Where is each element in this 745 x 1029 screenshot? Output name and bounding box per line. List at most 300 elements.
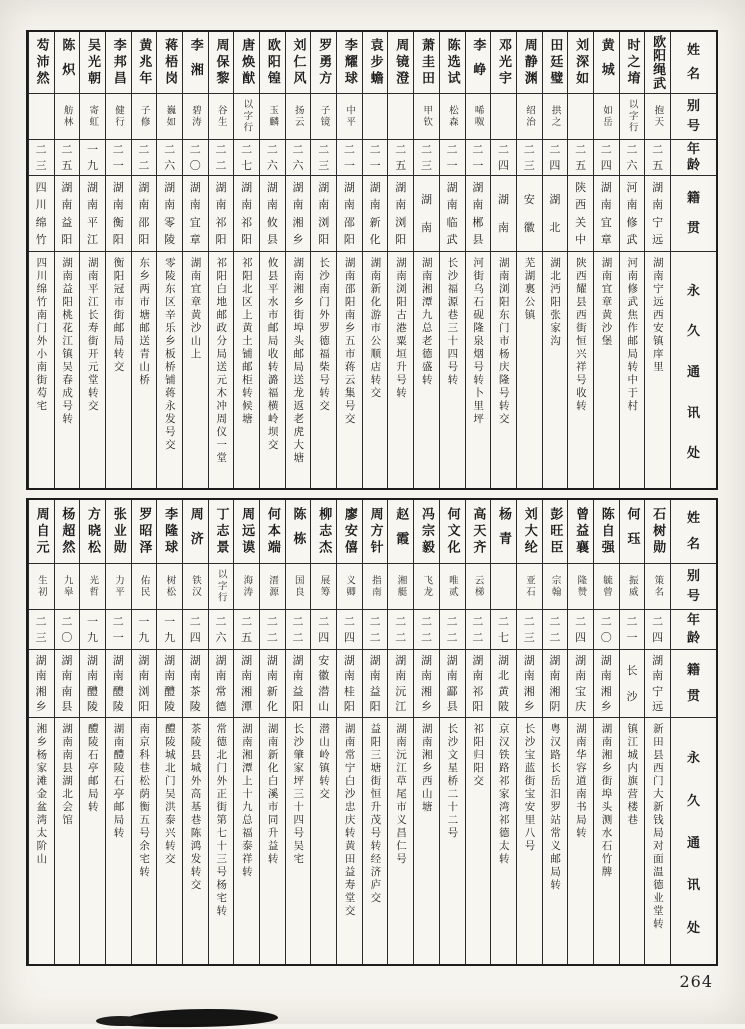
- address-cell: 祁阳白地邮政分局送元木冲周仪一堂: [215, 257, 228, 465]
- age-cell: 二 三: [29, 610, 54, 650]
- address-cell: 湖南邵阳南乡五市蒋云集号交: [343, 257, 356, 426]
- person-column: [336, 500, 362, 964]
- address-cell: 东乡两市塘邮送青山桥: [138, 257, 151, 387]
- age-cell: 二 一: [440, 140, 465, 176]
- person-column: [182, 32, 208, 488]
- name-cell: 袁步蟾: [363, 32, 388, 94]
- address-cell: 镇江城内旗营楼巷: [626, 723, 639, 827]
- person-column: [362, 32, 388, 488]
- native-place-cell: 湖 南 平 江: [80, 176, 105, 252]
- native-place-cell: 湖 南 祁 阳: [209, 176, 234, 252]
- person-column: [182, 500, 208, 964]
- age-cell: 二 〇: [55, 610, 80, 650]
- alias-cell: 九皋: [55, 564, 80, 610]
- name-cell: 高天齐: [466, 500, 491, 564]
- age-cell: 二 五: [568, 140, 593, 176]
- alias-cell: 湘艇: [388, 564, 413, 610]
- alias-cell: 舫林: [55, 94, 80, 140]
- person-column: [310, 500, 336, 964]
- directory-table-bottom: [26, 498, 718, 966]
- alias-cell: 谷生: [209, 94, 234, 140]
- age-cell: 二 三: [414, 140, 439, 176]
- name-cell: 何珏: [620, 500, 645, 564]
- alias-cell: 子镜: [311, 94, 336, 140]
- native-place-cell: 湖 南 祁 阳: [234, 176, 259, 252]
- header-name: 姓 名: [671, 32, 716, 94]
- alias-cell: 振威: [620, 564, 645, 610]
- address-cell: 河街乌石砚隆泉烟号转卜里坪: [472, 257, 485, 426]
- name-cell: 李峥: [466, 32, 491, 94]
- person-column: [439, 32, 465, 488]
- native-place-cell: 湖 南 宜 章: [594, 176, 619, 252]
- address-cell: 醴陵城北门吴洪泰兴转交: [163, 723, 176, 866]
- page-number: 264: [679, 972, 713, 991]
- person-column: [131, 500, 157, 964]
- native-place-cell: 湖 南 衡 阳: [106, 176, 131, 252]
- native-place-cell: 湖 南 浏 阳: [311, 176, 336, 252]
- person-column: [465, 500, 491, 964]
- address-cell: 长沙肇家坪三十四号吴宅: [292, 723, 305, 866]
- person-column: [619, 500, 645, 964]
- native-place-cell: 湖 南 邵 阳: [132, 176, 157, 252]
- person-column: [28, 32, 54, 488]
- person-column: [208, 500, 234, 964]
- native-place-cell: 湖 南 醴 陵: [157, 650, 182, 718]
- alias-cell: 以字行: [234, 94, 259, 140]
- name-cell: 丁志景: [209, 500, 234, 564]
- person-column: [465, 32, 491, 488]
- address-cell: 茶陵县城外高基巷陈鸿发转交: [189, 723, 202, 892]
- alias-cell: 唯贰: [440, 564, 465, 610]
- native-place-cell: 湖 南 宁 远: [645, 650, 670, 718]
- alias-cell: 云梯: [466, 564, 491, 610]
- native-place-cell: 湖 南: [414, 176, 439, 252]
- native-place-cell: 湖 南 湘 潭: [234, 650, 259, 718]
- native-place-cell: 湖 南 零 陵: [157, 176, 182, 252]
- header-column: [670, 500, 716, 964]
- age-cell: 二 四: [594, 140, 619, 176]
- address-cell: 芜湖裏公镇: [523, 257, 536, 322]
- name-cell: 何本端: [260, 500, 285, 564]
- age-cell: 二 四: [491, 140, 516, 176]
- age-cell: 二 四: [543, 140, 568, 176]
- native-place-cell: 湖 南 浏 阳: [132, 650, 157, 718]
- name-cell: 唐焕猷: [234, 32, 259, 94]
- name-cell: 陈自强: [594, 500, 619, 564]
- name-cell: 杨青: [491, 500, 516, 564]
- age-cell: 二 二: [286, 610, 311, 650]
- person-column: [131, 32, 157, 488]
- native-place-cell: 安 徽: [517, 176, 542, 252]
- name-cell: 陈选试: [440, 32, 465, 94]
- header-native: 籍 贯: [671, 176, 716, 252]
- address-cell: 陕西耀县西街恒兴祥号收转: [574, 257, 587, 413]
- alias-cell: 拱之: [543, 94, 568, 140]
- alias-cell: 义卿: [337, 564, 362, 610]
- person-column: [79, 32, 105, 488]
- name-cell: 刘大纶: [517, 500, 542, 564]
- native-place-cell: 湖 南 邵 阳: [337, 176, 362, 252]
- native-place-cell: 湖 南 新 化: [363, 176, 388, 252]
- address-cell: 长沙宝蓝街宝安里八号: [523, 723, 536, 853]
- age-cell: 二 二: [388, 610, 413, 650]
- age-cell: 二 〇: [594, 610, 619, 650]
- address-cell: 粤汉路长岳汨罗站常义邮局转: [549, 723, 562, 892]
- person-column: [619, 32, 645, 488]
- alias-cell: 佑民: [132, 564, 157, 610]
- directory-table-top: [26, 30, 718, 490]
- address-cell: 湖南湘乡街埠头测水石竹牌: [600, 723, 613, 879]
- person-column: [542, 500, 568, 964]
- address-cell: 常德北门外正街第七十三号杨宅转: [215, 723, 228, 918]
- age-cell: 二 四: [337, 610, 362, 650]
- person-column: [362, 500, 388, 964]
- native-place-cell: 湖 南 益 阳: [286, 650, 311, 718]
- native-place-cell: 湖 南 新 化: [260, 650, 285, 718]
- alias-cell: 绍治: [517, 94, 542, 140]
- name-cell: 邓光宇: [491, 32, 516, 94]
- name-cell: 田廷璧: [543, 32, 568, 94]
- age-cell: 二 二: [209, 140, 234, 176]
- age-cell: 一 九: [157, 610, 182, 650]
- person-column: [336, 32, 362, 488]
- person-column: [567, 32, 593, 488]
- age-cell: 二 一: [466, 140, 491, 176]
- name-cell: 周济: [183, 500, 208, 564]
- address-cell: 长沙南门外罗德福柴号转交: [317, 257, 330, 413]
- alias-cell: 海涛: [234, 564, 259, 610]
- alias-cell: 光哲: [80, 564, 105, 610]
- address-cell: 湖南浏阳东门市杨庆隆号转交: [497, 257, 510, 426]
- address-cell: 衡阳冠市街邮局转交: [112, 257, 125, 374]
- native-place-cell: 湖 北 黄 陂: [491, 650, 516, 718]
- person-column: [285, 500, 311, 964]
- age-cell: 二 六: [286, 140, 311, 176]
- person-column: [439, 500, 465, 964]
- alias-cell: 亚石: [517, 564, 542, 610]
- name-cell: 时之堉: [620, 32, 645, 94]
- native-place-cell: 湖 南 祁 阳: [466, 650, 491, 718]
- age-cell: 二 一: [620, 610, 645, 650]
- age-cell: 二 五: [234, 610, 259, 650]
- age-cell: 二 六: [620, 140, 645, 176]
- age-cell: 二 二: [543, 610, 568, 650]
- address-cell: 攸县平水市邮局收转潞福横岭坝交: [266, 257, 279, 452]
- alias-cell: 铁汉: [183, 564, 208, 610]
- address-cell: 零陵东区辛乐乡板桥铺蒋永发号交: [163, 257, 176, 452]
- address-cell: 湘乡杨家滩金盆湾太阶山: [35, 723, 48, 866]
- native-place-cell: 湖 南 益 阳: [363, 650, 388, 718]
- name-cell: 刘仁风: [286, 32, 311, 94]
- person-column: [516, 32, 542, 488]
- person-column: [593, 32, 619, 488]
- alias-cell: 策名: [645, 564, 670, 610]
- header-address: 永 久 通 讯 处: [671, 252, 716, 488]
- alias-cell: 毓曾: [594, 564, 619, 610]
- address-cell: 长沙文星桥二十二号: [446, 723, 459, 840]
- name-cell: 罗昭泽: [132, 500, 157, 564]
- address-cell: 潜山岭镇转交: [317, 723, 330, 801]
- age-cell: 二 三: [29, 140, 54, 176]
- age-cell: 二 六: [157, 140, 182, 176]
- age-cell: 二 二: [132, 140, 157, 176]
- native-place-cell: 安 徽 潜 山: [311, 650, 336, 718]
- alias-cell: 碧涛: [183, 94, 208, 140]
- native-place-cell: 湖 南 醴 陵: [80, 650, 105, 718]
- header-address: 永 久 通 讯 处: [671, 718, 716, 964]
- address-cell: 新田县西门大新钱局对面温德业堂转: [651, 723, 664, 931]
- address-cell: 醴陵石亭邮局转: [86, 723, 99, 814]
- alias-cell: 生初: [29, 564, 54, 610]
- person-column: [516, 500, 542, 964]
- name-cell: 方晓松: [80, 500, 105, 564]
- name-cell: 杨超然: [55, 500, 80, 564]
- address-cell: 益阳三塘街恒升茂号转经济庐交: [369, 723, 382, 905]
- age-cell: 二 一: [363, 140, 388, 176]
- alias-cell: 中平: [337, 94, 362, 140]
- age-cell: 二 五: [388, 140, 413, 176]
- native-place-cell: 四 川 绵 竹: [29, 176, 54, 252]
- name-cell: 罗勇方: [311, 32, 336, 94]
- address-cell: 湖南宜章黄沙山上: [189, 257, 202, 361]
- alias-cell: 寄虹: [80, 94, 105, 140]
- address-cell: 湖南沅江草尾市义昌仁号: [395, 723, 408, 866]
- header-age: 年 龄: [671, 610, 716, 650]
- address-cell: 湖南宁远西安镇庠里: [651, 257, 664, 374]
- person-column: [79, 500, 105, 964]
- name-cell: 李耀球: [337, 32, 362, 94]
- native-place-cell: 湖 南 宝 庆: [568, 650, 593, 718]
- person-column: [259, 500, 285, 964]
- person-column: [644, 32, 670, 488]
- name-cell: 李邦昌: [106, 32, 131, 94]
- person-column: [285, 32, 311, 488]
- name-cell: 冯宗毅: [414, 500, 439, 564]
- native-place-cell: 湖 南 酃 县: [440, 650, 465, 718]
- name-cell: 刘深如: [568, 32, 593, 94]
- person-column: [387, 32, 413, 488]
- address-cell: 湖南益阳桃花江镇吴春成号转: [61, 257, 74, 426]
- age-cell: 一 九: [80, 140, 105, 176]
- alias-cell: 以字行: [620, 94, 645, 140]
- name-cell: 柳志杰: [311, 500, 336, 564]
- alias-cell: 力平: [106, 564, 131, 610]
- alias-cell: 展筹: [311, 564, 336, 610]
- native-place-cell: 湖 南 宜 章: [183, 176, 208, 252]
- name-cell: 周远谟: [234, 500, 259, 564]
- age-cell: 二 二: [414, 610, 439, 650]
- header-column: [670, 32, 716, 488]
- address-cell: 湖南湘乡西山塘: [420, 723, 433, 814]
- header-native: 籍 贯: [671, 650, 716, 718]
- address-cell: 湖南湘潭上十九总福泰祥转: [240, 723, 253, 879]
- native-place-cell: 湖 南 益 阳: [55, 176, 80, 252]
- person-column: [310, 32, 336, 488]
- age-cell: 二 六: [209, 610, 234, 650]
- native-place-cell: 湖 南 宁 远: [645, 176, 670, 252]
- alias-cell: 以字行: [209, 564, 234, 610]
- name-cell: 廖安僖: [337, 500, 362, 564]
- person-column: [567, 500, 593, 964]
- native-place-cell: 湖 北: [543, 176, 568, 252]
- person-column: [156, 32, 182, 488]
- address-cell: 湖南湘乡街埠头邮局送龙返老虎大塘: [292, 257, 305, 465]
- native-place-cell: 湖 南 沅 江: [388, 650, 413, 718]
- name-cell: 蒋梧岗: [157, 32, 182, 94]
- native-place-cell: 长 沙: [620, 650, 645, 718]
- address-cell: 四川绵竹南门外小南街芶宅: [35, 257, 48, 413]
- alias-cell: 玉麟: [260, 94, 285, 140]
- name-cell: 张业勋: [106, 500, 131, 564]
- name-cell: 赵霞: [388, 500, 413, 564]
- alias-cell: 树松: [157, 564, 182, 610]
- alias-cell: 飞龙: [414, 564, 439, 610]
- name-cell: 萧圭田: [414, 32, 439, 94]
- native-place-cell: 湖 南 湘 乡: [29, 650, 54, 718]
- age-cell: 二 二: [466, 610, 491, 650]
- alias-cell: 隆赞: [568, 564, 593, 610]
- name-cell: 黄兆年: [132, 32, 157, 94]
- alias-cell: 溍源: [260, 564, 285, 610]
- name-cell: 周保黎: [209, 32, 234, 94]
- name-cell: 欧阳锽: [260, 32, 285, 94]
- alias-cell: 巍如: [157, 94, 182, 140]
- age-cell: 二 七: [491, 610, 516, 650]
- alias-cell: 扬云: [286, 94, 311, 140]
- age-cell: 二 二: [363, 610, 388, 650]
- alias-cell: [363, 94, 388, 140]
- address-cell: 湖南醴陵石亭邮局转: [112, 723, 125, 840]
- address-cell: 湖南华容道南书局转: [574, 723, 587, 840]
- alias-cell: 松森: [440, 94, 465, 140]
- alias-cell: 如岳: [594, 94, 619, 140]
- age-cell: 二 四: [311, 610, 336, 650]
- header-alias: 别 号: [671, 564, 716, 610]
- native-place-cell: 河 南 修 武: [620, 176, 645, 252]
- address-cell: 京汉铁路祁家湾祁德太转: [497, 723, 510, 866]
- address-cell: 长沙福源巷三十四号转: [446, 257, 459, 387]
- person-column: [208, 32, 234, 488]
- age-cell: 二 一: [106, 140, 131, 176]
- address-cell: 湖南湘潭九总老德盛转: [420, 257, 433, 387]
- age-cell: 二 三: [311, 140, 336, 176]
- alias-cell: 国良: [286, 564, 311, 610]
- age-cell: 二 一: [337, 140, 362, 176]
- native-place-cell: 湖 南 攸 县: [260, 176, 285, 252]
- alias-cell: [491, 564, 516, 610]
- address-cell: 祁阳归阳交: [472, 723, 485, 788]
- alias-cell: 宗翰: [543, 564, 568, 610]
- header-name: 姓 名: [671, 500, 716, 564]
- scan-smudge-artifact: [96, 1016, 144, 1026]
- alias-cell: 健行: [106, 94, 131, 140]
- person-column: [156, 500, 182, 964]
- person-column: [105, 500, 131, 964]
- header-alias: 别 号: [671, 94, 716, 140]
- address-cell: 湖南南县湖北会馆: [61, 723, 74, 827]
- address-cell: 湖北沔阳张家沟: [549, 257, 562, 348]
- person-column: [542, 32, 568, 488]
- name-cell: 何文化: [440, 500, 465, 564]
- person-column: [490, 32, 516, 488]
- name-cell: 吴光朝: [80, 32, 105, 94]
- age-cell: 二 四: [568, 610, 593, 650]
- age-cell: 二 三: [517, 140, 542, 176]
- name-cell: 石树勋: [645, 500, 670, 564]
- address-cell: 湖南新化游市公顺店转交: [369, 257, 382, 400]
- age-cell: 二 五: [55, 140, 80, 176]
- alias-cell: 抱天: [645, 94, 670, 140]
- age-cell: 二 三: [517, 610, 542, 650]
- name-cell: 陈栋: [286, 500, 311, 564]
- name-cell: 彭旺臣: [543, 500, 568, 564]
- address-cell: 湖南宜章黄沙堡: [600, 257, 613, 348]
- name-cell: 周静渊: [517, 32, 542, 94]
- person-column: [233, 32, 259, 488]
- age-cell: 一 九: [132, 610, 157, 650]
- native-place-cell: 湖 南 湘 乡: [517, 650, 542, 718]
- native-place-cell: 陕 西 关 中: [568, 176, 593, 252]
- address-cell: 河南修武焦作邮局转中于村: [626, 257, 639, 413]
- age-cell: 二 七: [234, 140, 259, 176]
- address-cell: 祁阳北区上黄土铺邮柜转候塘: [240, 257, 253, 426]
- name-cell: 周镜澄: [388, 32, 413, 94]
- native-place-cell: 湖 南 湘 乡: [286, 176, 311, 252]
- native-place-cell: 湖 南 临 武: [440, 176, 465, 252]
- native-place-cell: 湖 南 湘 乡: [414, 650, 439, 718]
- address-cell: 湖南浏阳古港粟垣升号转: [395, 257, 408, 400]
- person-column: [105, 32, 131, 488]
- native-place-cell: 湖 南 常 德: [209, 650, 234, 718]
- address-cell: 湖南常宁白沙忠庆转黄田益寿堂交: [343, 723, 356, 918]
- name-cell: 周自元: [29, 500, 54, 564]
- age-cell: 二 二: [260, 610, 285, 650]
- name-cell: 芶沛然: [29, 32, 54, 94]
- alias-cell: 指南: [363, 564, 388, 610]
- person-column: [259, 32, 285, 488]
- name-cell: 黄城: [594, 32, 619, 94]
- person-column: [54, 32, 80, 488]
- alias-cell: [491, 94, 516, 140]
- alias-cell: [388, 94, 413, 140]
- native-place-cell: 湖 南 浏 阳: [388, 176, 413, 252]
- native-place-cell: 湖 南 湘 阴: [543, 650, 568, 718]
- age-cell: 二 一: [106, 610, 131, 650]
- native-place-cell: 湖 南 湘 乡: [594, 650, 619, 718]
- name-cell: 欧阳绳武: [645, 32, 670, 94]
- alias-cell: 子修: [132, 94, 157, 140]
- native-place-cell: 湖 南 南 县: [55, 650, 80, 718]
- alias-cell: 唏呶: [466, 94, 491, 140]
- age-cell: 二 〇: [183, 140, 208, 176]
- person-column: [28, 500, 54, 964]
- name-cell: 曾益襄: [568, 500, 593, 564]
- age-cell: 二 五: [645, 140, 670, 176]
- alias-cell: [29, 94, 54, 140]
- name-cell: 李隆球: [157, 500, 182, 564]
- age-cell: 二 四: [645, 610, 670, 650]
- name-cell: 周方针: [363, 500, 388, 564]
- person-column: [413, 500, 439, 964]
- alias-cell: [568, 94, 593, 140]
- age-cell: 二 四: [183, 610, 208, 650]
- native-place-cell: 湖 南: [491, 176, 516, 252]
- person-column: [593, 500, 619, 964]
- person-column: [54, 500, 80, 964]
- age-cell: 二 二: [440, 610, 465, 650]
- address-cell: 湖南平江长寿街开元堂转交: [86, 257, 99, 413]
- native-place-cell: 湖 南 茶 陵: [183, 650, 208, 718]
